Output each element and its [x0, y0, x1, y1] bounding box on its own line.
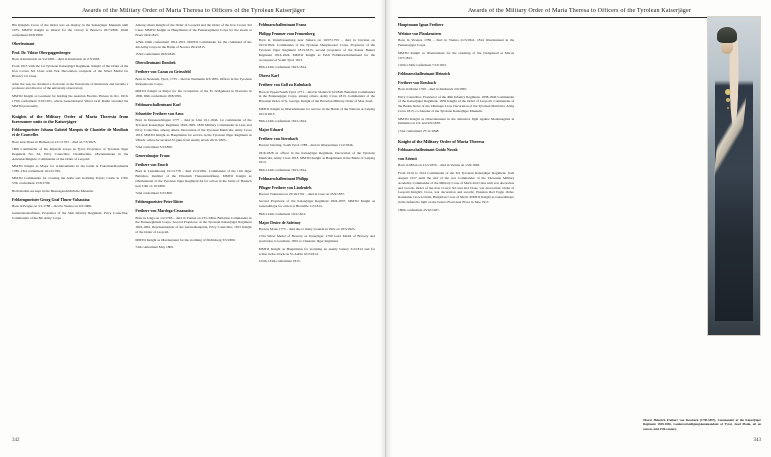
paragraph: 89th-124th conferment 1813-1814. [258, 65, 307, 70]
paragraph: From 1915 with the 1st Tyrolean Kaiserjäger Regiment. Knight of the Order of the Iron Crown 3rd Class with War Decoration, recipient of the Silver Medal for Bravery 1st Class. [12, 64, 129, 79]
right-page [386, 0, 771, 457]
paragraph: MMTO Commander for crossing the Adda and storming Trezzo Castle in 1799. 57th conferment 15/9/1799. [12, 176, 129, 186]
paragraph: From 1910 to 1914 Commander of the 3rd Tyrolean Kaiserjäger Regiment, from August 1917 until the end of the war Commander of the Theresian Military Academy. Commander of the Military Cross of Merit 2nd Class with war decoration and swords, Order of the Iron Crown 3rd and 2nd Class, war decoration; Order of Leopold Knight's Cross, war decoration and swords; Prussian Red Eagle Order, Romanian Crown Order, Bulgarian Cross of Merit. MMTO Knight as Generalmajor in the defensive fight on the Isonzo Front near Plava in June 1917. [398, 170, 515, 205]
paragraph: Born in Trautenau on 23/10/1761 – died in Graz on 25/9/1837. [258, 192, 345, 197]
paragraph: 74th conferment May 1809. [135, 245, 174, 250]
entry-heading: Freiherr von Cazan zu Griessfeld [135, 70, 191, 75]
entry-heading: Freiherr von Mardega-Cessanatico [135, 209, 194, 214]
entry-heading: Freiherr von Sternbach [258, 136, 298, 141]
portrait-figure [707, 16, 761, 336]
entry-heading: Feldmarschalleutnant Heinrich [398, 71, 451, 76]
page-number-left: 342 [12, 438, 20, 443]
entry-heading: Generalmajor Franz [135, 153, 170, 158]
left-column-1 [12, 23, 128, 435]
figure-caption: Oberst Heinrich Freiherr von Rossbach (1790-1867), Commander of the Kaiserjäger Regiment 1838-1846, Landesverteidigungskommandant of Tyrol, Josef Plank, oil on canvas, mid-19th century. [643, 418, 761, 431]
entry-heading: von Arienti [398, 157, 417, 161]
left-column-3 [259, 23, 375, 435]
paragraph: Privy Councillor, Proprietor of the 40th Infantry Regiment, 1838-1846 Commander of the Kaiserjäger Regiment, 1859 Knight of the Order of Leopold, Commander of the Baden Order of the Zähringer Lion, Decoration of the Tyrolean Matricula, Army Cross 1813, co-founder of the Tyrolean Kaiserjäger Museum. [398, 94, 515, 114]
paragraph: Born in Mons 1773 – died due to many wounds in Wels on 18/3/1825. [258, 227, 356, 232]
paragraph: 125th-134th conferment 7/10/1815. [398, 62, 447, 67]
paragraph: His Knight's Cross of the Order was on display in the Kaiserjäger Museum until 1975. MMTO Knight as Oberst for the victory at Bezecca 29/7/1866. 164th conferment 29/8/1866. [12, 23, 129, 37]
paragraph: Born in Vicenza 1789 – died in Vienna 21/3/1841. 1814 Oberleutnant in the Fenneregiger Corps. [398, 38, 515, 48]
entry-heading: Freiherr von Gall zu Kulmbach [258, 83, 312, 88]
paragraph: 1809 Commander of the imperial troops in Tyrol, Proprietor of Tyrolean Jäger Regiment No. 64, Privy Councillor, Chamberlain, Oberstleutnant in the Aerztenschlägerle, Commander of the Order of Leopold. [12, 146, 129, 161]
paragraph: Both medals are kept in the Heeresgeschichtliche Museum. [12, 188, 94, 193]
left-column-2 [135, 23, 251, 435]
paragraph: MMTO Knight as Oberstleutnant for service in the Battle of the Nations at Leipzig 16/10/1813. [258, 106, 375, 116]
paragraph: 151st conferment 27/11/1848. [398, 128, 440, 133]
paragraph: Generalstabsoffizier, Proprietor of the 34th Infantry Regiment, Privy Councillor, Commander of the 8th Army Corps. [12, 211, 129, 221]
entry-heading: Freiherr von Enoch [135, 162, 169, 167]
paragraph: Born near Mons in Hainaut on 21/1/1763 – died on 7/5/1825. [12, 139, 97, 144]
entry-heading: Prof. Dr. Viktor Oberguggenberger [12, 50, 71, 55]
paragraph: Born in Donaueschingen 1777 – died in Linz 16.1.1846. 1st commander of the Tyrolean Kaiserjäger Regiment 1816-1829. 1836 Military Commander in Linz and Privy Councillor, among others, Decoration of the Tyrolean Matricula, Army Cross 1813. MMTO Knight as Hauptmann for service in the Tyrolean Jäger Regiment in Villach, where he secured 52 guns from enemy attack 20/11/1805. [135, 118, 252, 142]
paragraph: 125th-134th conferment 1814-1815. MMTO Commander for the command of the 4th Army Corps in the Battle of Novara 29/4/1815. [135, 40, 252, 50]
paragraph: Born in Luxembourg 10/1/1778 – died 15/3/1861. Commander of the 11th Jäger Battalion, member of the Elisabeth Theresienstiftung. MMTO Knight as Oberleutnant of the Tyrolean Jäger Regiment 64 for action in the battle of Haslach near Ulm 11/10/1809. [135, 169, 252, 188]
entry-heading: Feldzeugmeister Peter Ritter [135, 200, 184, 205]
entry-heading: Pfluger Freiherr von Lindenfels [258, 185, 312, 190]
entry-heading: Philipp Femmer vom Fennenberg [258, 31, 315, 36]
paragraph: MMTO Knight as Leutnant for holding the Austrian Fuschio Plateau in Oct. 1916. 175th conferment 3/10/1931, where Generaloberst Viktor Graf Dankl awarded the MMTO personally. [12, 93, 129, 108]
paragraph: Second Proprietor of the Kaiserjäger Regiment 1824-1837. MMTO Knight as Generalmajor for action at Bionville 1/2/1814. [258, 199, 375, 209]
paragraph: 89th-124th conferment 1813-1814. [258, 167, 307, 172]
entry-heading: Feldmarschalleutnant Karl [135, 102, 181, 107]
running-head-left-text: Awards of the Military Order of Maria Theresa to Officers of the Tyrolean Kaiserjäger [81, 8, 306, 14]
paragraph: 125th-134th conferment 1815. [258, 259, 301, 263]
entry-heading: Schneider Freiherr von Arno [135, 111, 184, 116]
paragraph: 72nd conferment 3/3/1806. [135, 145, 173, 150]
entry-heading: Hauptmann Ignaz Freiherr [398, 23, 444, 27]
paragraph: MMTO Knight as Oberleutnant for the storming of Dichlsberg 3/5/1809. [135, 237, 236, 242]
paragraph: Among others Knight of the Order of Leopold and the Order of the Iron Crown 3rd Class. MMTO Knight as Hauptmann of the Fenneregiment Corps for the attack at Feuer 29/4/1815. [135, 23, 252, 37]
entry-heading: Feldzeugmeister Georg Graf Thurn-Valsassina [12, 197, 90, 202]
entry-heading: Major Eduard [258, 127, 283, 132]
entry-heading: Freiherr von Rossbach [398, 80, 436, 85]
portrait-hat [717, 27, 737, 43]
running-head-left [12, 8, 375, 18]
paragraph: MMTO Knight as Hauptmann for storming an enemy battery 3/2/1814 and for action in the attack on St. Aubin 10/2/1814. [258, 246, 375, 256]
paragraph: 1816-1828 as officer in the Kaiserjäger Regiment, Decoration of the Tyrolean Matricula, Army Cross 1813. MMTO Knight as Hauptmann in the Battle of Leipzig 1813. [258, 150, 375, 165]
paragraph: Born in Neustadt, Tyrol, 1735 – died in Neumarkt 6/3/1835. Officer in the Tyrolean Sharpshooter Corps. [135, 76, 252, 86]
left-page-columns [12, 23, 375, 435]
paragraph: Born in Eppan/South Tyrol 1771 – died in Vienna 9/12/1848. Battalion Commander in the Fenneregiger Corps, among others, Army Cross 1813, Commander of the Bavarian Order of St. George, Knight of the Bavarian Military Order of Max Josef. [258, 89, 375, 104]
right-column-2-empty [521, 23, 637, 435]
page-number-right: 343 [753, 438, 761, 443]
paragraph: After the war, he obtained a doctorate at the University of Innsbruck and became a professor and director of the university observatory. [12, 81, 129, 91]
entry-heading: Oberst Karl [258, 74, 279, 79]
entry-heading: Oberstleutnant Dombek [135, 61, 176, 66]
paragraph: MMTO Knight as Oberleutnant for the storming of the bridgehead at Macon 10/7/1815. [398, 50, 515, 60]
entry-heading: Major Desire de Saletnoy [258, 220, 301, 225]
right-column-1 [398, 23, 514, 435]
paragraph: Born in Prague on 3/1/1788 – died in Vienna on 9/2/1866. [12, 204, 92, 209]
paragraph: MMTO Knight as Oberstleutnant in the defensive fight against Montenegrins in Dalmatia on 2.9. and 9/9/1838. [398, 116, 515, 126]
paragraph: 1794 Silver Medal of Bravery as Unterjäger, 1799 Gold Medal of Bravery and promotion to Leutnant, 1801 to Chasteler Jäger Regiment. [258, 234, 375, 244]
entry-heading: Feldmarschalleutnant Philipp [258, 176, 309, 181]
paragraph: 89th-124th conferment 1813-1814. [258, 118, 307, 123]
paragraph: MMTO Knight as Major for the occupation of the Fo bridgehead in Piacenza in 1800. 66th conferment 18/8/1801. [135, 88, 252, 98]
entry-heading: Feldzeugmeister Johann Gabriel Marquis de Chasteler de Moulbais et de Courcelles [12, 128, 129, 138]
entry-heading: Oberleutnant [12, 41, 35, 46]
paragraph: Born in Mainz 1790 – died in Innsbruck 2/9/1867. [398, 87, 468, 92]
paragraph: 180th conferment 25/10/1927. [398, 207, 440, 212]
paragraph: 153rd conferment 29/6/1849. [135, 52, 176, 57]
paragraph: 72nd conferment 3/3/1806. [135, 191, 173, 196]
paragraph: Born in Innsbruck on 3/2/1893 – died in Innsbruck on 2/3/1963. [12, 57, 101, 62]
paragraph: Born in Unterfrauenburg near Suhern on 10/07/1759 – died in Jarvalan on 19/10/1824. Commander of the Tyrolean Sharpshooter Corps, Proprietor of the Tyrolean Jäger Regiment 1813-1815, second proprietor of the Kaiser Bunter Regiment 1816-1824. MMTO Knight as Feldt Feldmarschalleutnant for the reconquest of South Tyrol 1813. [258, 38, 375, 62]
section-heading: Knight of the Military Order of Maria Theresa [398, 138, 485, 144]
paragraph: Born in Milan on 21/5/1859 – died in Vienna on 15/9/1928. [398, 163, 480, 168]
portrait-medals [725, 89, 731, 95]
running-head-right-text: Awards of the Military Order of Maria Theresa to Officers of the Tyrolean Kaiserjäger [467, 8, 692, 14]
entry-heading: Feldmarschalleutnant Guido Novak [398, 148, 458, 153]
entry-heading: Feldmarschalleutnant Franz [258, 23, 307, 27]
paragraph: Born in Laiga on 1/2/1783 – died in Vienna on 23/1/1864. Battalion Commander in the Fenneregiment Corps, Second Proprietor of the Tyrolean Kaiserjäger Regiment 1843-1861, Repräsentanteur of the Aerztenkalgarde, Privy Councillor, 1815 Knight of the Order of Leopold. [135, 215, 252, 235]
section-heading: Knights of the Military Order of Maria Theresia from forerunner units to the Kaiserjäger [12, 113, 129, 124]
paragraph: 89th-124th conferment 10/2/1814. [258, 211, 306, 216]
paragraph: MMTO Knight as Major for achievements in the battle at Fokschan/Roumania 1789. 23rd conferment 19/12/1790. [12, 164, 129, 174]
paragraph: Born in Sterzing, South Tyrol 1788 – died in Oberpettnau 11/2/1846. [258, 143, 354, 148]
entry-heading: Welzine von Plankenstern [398, 31, 442, 36]
